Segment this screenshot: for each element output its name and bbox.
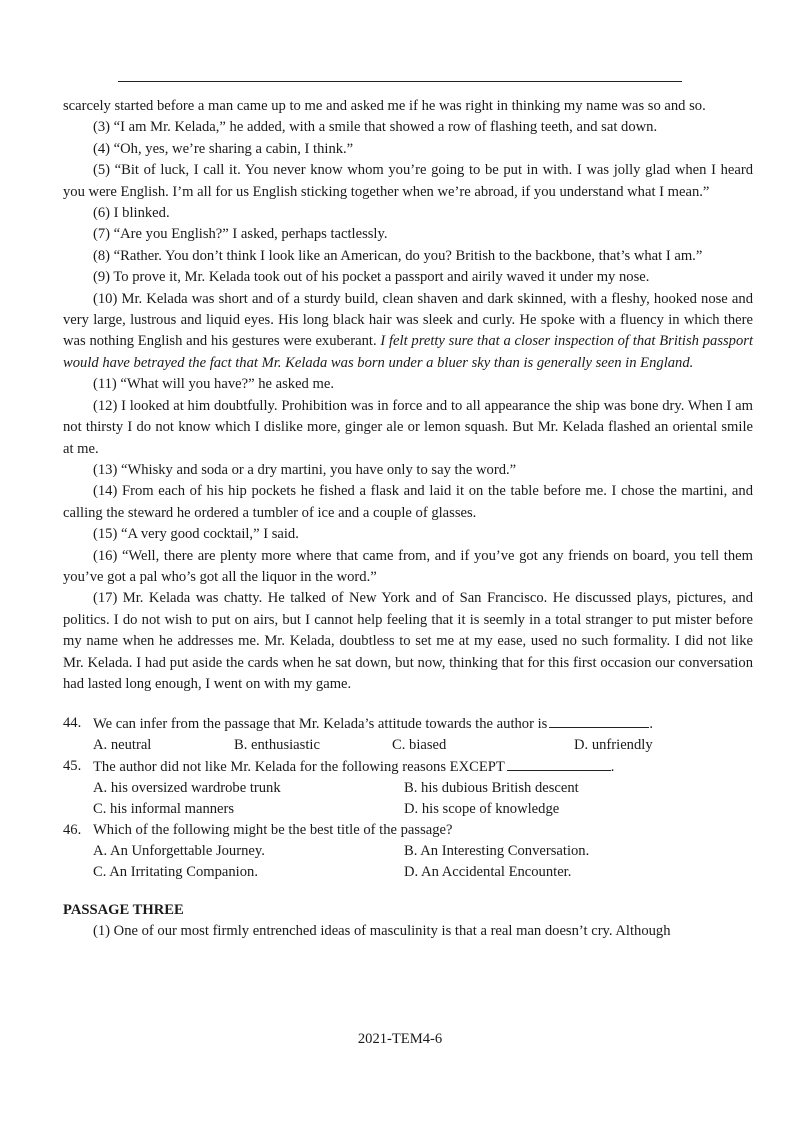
answer-blank [507,756,611,771]
paragraph-8: (8) “Rather. You don’t think I look like an American, do you? British to the backbone, that’s what I am.” [93,247,703,264]
header-rule [118,81,682,82]
option-a[interactable]: A. neutral [93,737,152,754]
question-46-options-row1 [63,841,753,862]
option-d[interactable]: D. his scope of knowledge [404,801,560,818]
paragraph-14: (14) From each of his hip pockets he fished a flask and laid it on the table before me. I chose the martini, and calling the steward he ordered a tumbler of ice and a couple of glasses. [63,483,753,521]
question-45-stem [93,756,614,778]
question-46-stem: Which of the following might be the best title of the passage? [93,822,453,839]
paragraph-13: (13) “Whisky and soda or a dry martini, you have only to say the word.” [93,461,517,478]
question-44-options [63,735,753,756]
question-45-end: . [610,759,615,776]
option-b[interactable]: B. his dubious British descent [404,780,579,797]
paragraph-10 [63,289,753,375]
question-46-number: 46. [63,822,82,839]
option-a[interactable]: A. An Unforgettable Journey. [93,843,265,860]
paragraph-10-italic: I felt pretty sure that a closer inspection of that British passport would have betrayed the fact that Mr. Kelada was born under a bluer sky than is generally seen in England. [63,333,753,371]
question-44-stem [93,713,653,735]
paragraph-4: (4) “Oh, yes, we’re sharing a cabin, I think.” [93,140,354,157]
paragraph-continuation: scarcely started before a man came up to me and asked me if he was right in thinking my name was so and so. [63,98,706,114]
question-46-options-row2 [63,862,753,883]
passage-three-paragraph-1: (1) One of our most firmly entrenched ideas of masculinity is that a real man doesn’t cry. Although [93,923,671,940]
question-45-number: 45. [63,758,82,775]
option-b[interactable]: B. An Interesting Conversation. [404,843,590,860]
question-44-number: 44. [63,715,82,732]
question-44-end: . [649,716,653,733]
question-46 [63,820,753,841]
question-45-options-row2 [63,799,753,820]
answer-blank [549,713,649,728]
paragraph-5: (5) “Bit of luck, I call it. You never know whom you’re going to be put in with. I was jolly glad when I heard you were English. I’m all for us English sticking together when we’re abroad, if you understand what I mean.” [63,162,753,200]
page-footer: 2021-TEM4-6 [357,1031,443,1047]
question-45-text: The author did not like Mr. Kelada for the following reasons EXCEPT [93,759,505,776]
paragraph-9: (9) To prove it, Mr. Kelada took out of his pocket a passport and airily waved it under my nose. [93,269,650,286]
paragraph-15: (15) “A very good cocktail,” I said. [93,526,299,543]
page-body [63,96,753,943]
paragraph-12: (12) I looked at him doubtfully. Prohibition was in force and to all appearance the ship was bone dry. When I am not thirsty I do not know which I dislike more, ginger ale or lemon squash. But Mr. Kelada flashed an oriental smile at me. [63,397,753,457]
paragraph-17: (17) Mr. Kelada was chatty. He talked of New York and of San Francisco. He discussed plays, pictures, and politics. I do not wish to put on airs, but I cannot help feeling that it is seemly in a total stranger to put mister before my name when he addresses me. Mr. Kelada, doubtless to set me at my ease, used no such formality. I did not like Mr. Kelada. I had put aside the cards when he sat down, but now, thinking that for this first occasion our conversation had lasted long enough, I went on with my game. [63,590,753,692]
option-b[interactable]: B. enthusiastic [234,737,320,754]
question-45 [63,756,753,778]
option-c[interactable]: C. his informal manners [93,801,235,818]
paragraph-11: (11) “What will you have?” he asked me. [93,376,334,393]
option-c[interactable]: C. An Irritating Companion. [93,864,258,881]
paragraph-10-text: (10) Mr. Kelada was short and of a sturdy build, clean shaven and dark skinned, with a fleshy, hooked nose and very large, lustrous and liquid eyes. His long black hair was sleek and curly. He spoke with a fluency in which there was nothing English and his gestures were exuberant. [63,290,753,350]
question-block [63,713,753,883]
paragraph-7: (7) “Are you English?” I asked, perhaps tactlessly. [93,226,388,243]
option-d[interactable]: D. unfriendly [574,737,653,754]
question-44 [63,713,753,735]
option-a[interactable]: A. his oversized wardrobe trunk [93,780,281,797]
paragraph-3: (3) “I am Mr. Kelada,” he added, with a smile that showed a row of flashing teeth, and sat down. [93,119,658,136]
option-c[interactable]: C. biased [392,737,447,754]
question-44-text: We can infer from the passage that Mr. Kelada’s attitude towards the author is [93,716,548,733]
paragraph-6: (6) I blinked. [93,205,170,222]
question-45-options-row1 [63,778,753,799]
paragraph-16: (16) “Well, there are plenty more where that came from, and if you’ve got any friends on board, you tell them you’ve got a pal who’s got all the liquor in the word.” [63,547,753,585]
section-heading: PASSAGE THREE [63,902,184,919]
option-d[interactable]: D. An Accidental Encounter. [404,864,572,881]
